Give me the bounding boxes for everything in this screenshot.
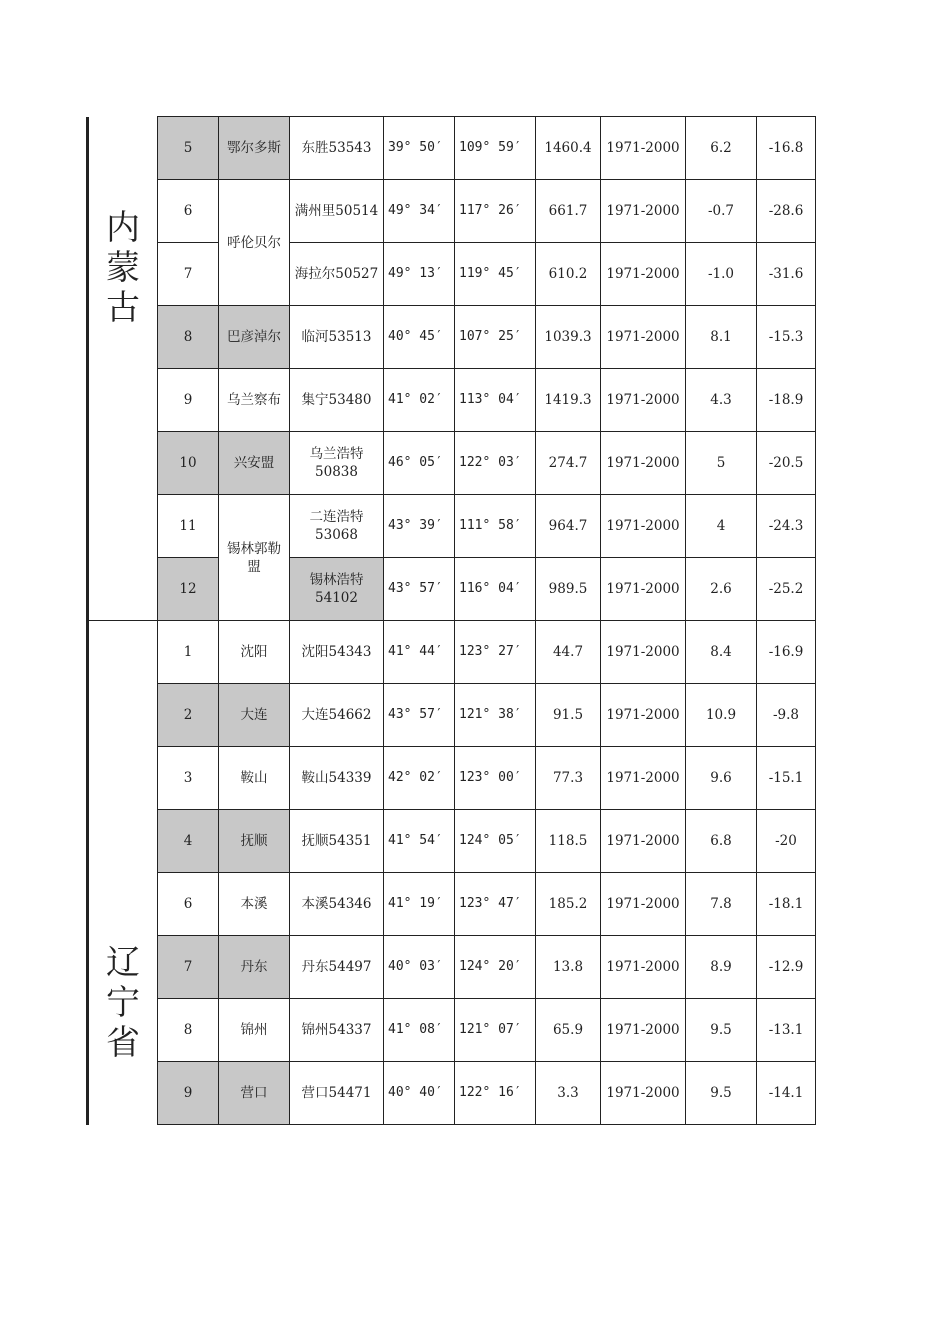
period-cell: 1971-2000	[601, 1062, 686, 1125]
table-row	[88, 369, 816, 432]
station-cell: 海拉尔50527	[290, 243, 384, 306]
province-label	[88, 621, 158, 1125]
city-cell: 锡林郭勒盟	[219, 495, 290, 621]
latitude-cell: 43° 39′	[384, 495, 455, 558]
province-name	[89, 943, 157, 1063]
value-cell: -20.5	[757, 432, 816, 495]
period-cell: 1971-2000	[601, 747, 686, 810]
value-cell: 5	[686, 432, 757, 495]
period-cell: 1971-2000	[601, 432, 686, 495]
value-cell: -31.6	[757, 243, 816, 306]
latitude-cell: 41° 54′	[384, 810, 455, 873]
table-row	[88, 936, 816, 999]
elevation-cell: 989.5	[536, 558, 601, 621]
elevation-cell: 118.5	[536, 810, 601, 873]
row-number: 6	[158, 180, 219, 243]
station-table	[86, 116, 816, 1125]
city-cell: 巴彦淖尔	[219, 306, 290, 369]
province-char: 宁	[106, 982, 140, 1023]
table-row	[88, 1062, 816, 1125]
value-cell: -15.1	[757, 747, 816, 810]
city-cell: 大连	[219, 684, 290, 747]
value-cell: 2.6	[686, 558, 757, 621]
row-number: 12	[158, 558, 219, 621]
value-cell: 6.2	[686, 117, 757, 180]
row-number: 9	[158, 369, 219, 432]
value-cell: -16.8	[757, 117, 816, 180]
table-row	[88, 558, 816, 621]
longitude-cell: 109° 59′	[455, 117, 536, 180]
value-cell: -24.3	[757, 495, 816, 558]
table-row	[88, 495, 816, 558]
longitude-cell: 124° 05′	[455, 810, 536, 873]
province-char: 蒙	[106, 248, 140, 289]
table-row	[88, 873, 816, 936]
province-char: 辽	[106, 942, 140, 983]
longitude-cell: 124° 20′	[455, 936, 536, 999]
period-cell: 1971-2000	[601, 495, 686, 558]
latitude-cell: 41° 19′	[384, 873, 455, 936]
value-cell: 9.6	[686, 747, 757, 810]
city-cell: 抚顺	[219, 810, 290, 873]
row-number: 3	[158, 747, 219, 810]
longitude-cell: 121° 07′	[455, 999, 536, 1062]
period-cell: 1971-2000	[601, 117, 686, 180]
value-cell: -28.6	[757, 180, 816, 243]
row-number: 7	[158, 936, 219, 999]
period-cell: 1971-2000	[601, 306, 686, 369]
station-cell: 鞍山54339	[290, 747, 384, 810]
latitude-cell: 42° 02′	[384, 747, 455, 810]
value-cell: 9.5	[686, 1062, 757, 1125]
latitude-cell: 40° 40′	[384, 1062, 455, 1125]
period-cell: 1971-2000	[601, 558, 686, 621]
longitude-cell: 113° 04′	[455, 369, 536, 432]
city-cell: 鄂尔多斯	[219, 117, 290, 180]
table-row	[88, 306, 816, 369]
city-cell: 乌兰察布	[219, 369, 290, 432]
latitude-cell: 41° 44′	[384, 621, 455, 684]
city-cell: 锦州	[219, 999, 290, 1062]
value-cell: -9.8	[757, 684, 816, 747]
table-row	[88, 180, 816, 243]
table-row	[88, 999, 816, 1062]
elevation-cell: 91.5	[536, 684, 601, 747]
elevation-cell: 44.7	[536, 621, 601, 684]
province-char: 古	[106, 288, 140, 329]
period-cell: 1971-2000	[601, 873, 686, 936]
latitude-cell: 41° 02′	[384, 369, 455, 432]
latitude-cell: 49° 34′	[384, 180, 455, 243]
latitude-cell: 40° 03′	[384, 936, 455, 999]
row-number: 1	[158, 621, 219, 684]
province-char: 省	[106, 1022, 140, 1063]
row-number: 8	[158, 999, 219, 1062]
station-cell: 满州里50514	[290, 180, 384, 243]
station-cell: 大连54662	[290, 684, 384, 747]
table-row	[88, 810, 816, 873]
city-cell: 沈阳	[219, 621, 290, 684]
period-cell: 1971-2000	[601, 936, 686, 999]
latitude-cell: 41° 08′	[384, 999, 455, 1062]
province-label	[88, 117, 158, 621]
value-cell: 9.5	[686, 999, 757, 1062]
city-cell: 鞍山	[219, 747, 290, 810]
row-number: 8	[158, 306, 219, 369]
longitude-cell: 121° 38′	[455, 684, 536, 747]
row-number: 9	[158, 1062, 219, 1125]
period-cell: 1971-2000	[601, 180, 686, 243]
longitude-cell: 117° 26′	[455, 180, 536, 243]
elevation-cell: 964.7	[536, 495, 601, 558]
station-cell: 集宁53480	[290, 369, 384, 432]
longitude-cell: 111° 58′	[455, 495, 536, 558]
elevation-cell: 274.7	[536, 432, 601, 495]
table-row	[88, 117, 816, 180]
period-cell: 1971-2000	[601, 369, 686, 432]
value-cell: 8.9	[686, 936, 757, 999]
longitude-cell: 122° 16′	[455, 1062, 536, 1125]
station-cell: 二连浩特53068	[290, 495, 384, 558]
value-cell: -13.1	[757, 999, 816, 1062]
station-cell: 东胜53543	[290, 117, 384, 180]
elevation-cell: 3.3	[536, 1062, 601, 1125]
city-cell: 营口	[219, 1062, 290, 1125]
value-cell: 10.9	[686, 684, 757, 747]
longitude-cell: 123° 27′	[455, 621, 536, 684]
value-cell: 4	[686, 495, 757, 558]
value-cell: -18.9	[757, 369, 816, 432]
period-cell: 1971-2000	[601, 684, 686, 747]
row-number: 4	[158, 810, 219, 873]
city-cell: 呼伦贝尔	[219, 180, 290, 306]
station-cell: 临河53513	[290, 306, 384, 369]
longitude-cell: 123° 00′	[455, 747, 536, 810]
climate-data-sheet	[86, 116, 816, 1125]
row-number: 2	[158, 684, 219, 747]
longitude-cell: 123° 47′	[455, 873, 536, 936]
table-row	[88, 243, 816, 306]
station-cell: 丹东54497	[290, 936, 384, 999]
elevation-cell: 661.7	[536, 180, 601, 243]
period-cell: 1971-2000	[601, 999, 686, 1062]
elevation-cell: 610.2	[536, 243, 601, 306]
period-cell: 1971-2000	[601, 621, 686, 684]
elevation-cell: 65.9	[536, 999, 601, 1062]
value-cell: 7.8	[686, 873, 757, 936]
elevation-cell: 13.8	[536, 936, 601, 999]
latitude-cell: 46° 05′	[384, 432, 455, 495]
longitude-cell: 116° 04′	[455, 558, 536, 621]
value-cell: -18.1	[757, 873, 816, 936]
table-row	[88, 684, 816, 747]
longitude-cell: 119° 45′	[455, 243, 536, 306]
latitude-cell: 43° 57′	[384, 558, 455, 621]
period-cell: 1971-2000	[601, 243, 686, 306]
row-number: 6	[158, 873, 219, 936]
station-cell: 沈阳54343	[290, 621, 384, 684]
row-number: 11	[158, 495, 219, 558]
longitude-cell: 107° 25′	[455, 306, 536, 369]
station-cell: 锡林浩特54102	[290, 558, 384, 621]
value-cell: 8.4	[686, 621, 757, 684]
elevation-cell: 185.2	[536, 873, 601, 936]
row-number: 5	[158, 117, 219, 180]
station-cell: 乌兰浩特50838	[290, 432, 384, 495]
value-cell: -16.9	[757, 621, 816, 684]
table-row	[88, 621, 816, 684]
elevation-cell: 1460.4	[536, 117, 601, 180]
latitude-cell: 40° 45′	[384, 306, 455, 369]
table-row	[88, 432, 816, 495]
station-cell: 本溪54346	[290, 873, 384, 936]
elevation-cell: 1039.3	[536, 306, 601, 369]
value-cell: 6.8	[686, 810, 757, 873]
value-cell: -12.9	[757, 936, 816, 999]
latitude-cell: 43° 57′	[384, 684, 455, 747]
value-cell: -1.0	[686, 243, 757, 306]
value-cell: 8.1	[686, 306, 757, 369]
province-char: 内	[106, 208, 140, 249]
table-row	[88, 747, 816, 810]
station-cell: 营口54471	[290, 1062, 384, 1125]
province-name	[89, 208, 157, 328]
value-cell: -0.7	[686, 180, 757, 243]
value-cell: -15.3	[757, 306, 816, 369]
longitude-cell: 122° 03′	[455, 432, 536, 495]
city-cell: 本溪	[219, 873, 290, 936]
value-cell: -25.2	[757, 558, 816, 621]
value-cell: -20	[757, 810, 816, 873]
city-cell: 兴安盟	[219, 432, 290, 495]
station-cell: 锦州54337	[290, 999, 384, 1062]
elevation-cell: 77.3	[536, 747, 601, 810]
latitude-cell: 39° 50′	[384, 117, 455, 180]
value-cell: 4.3	[686, 369, 757, 432]
city-cell: 丹东	[219, 936, 290, 999]
latitude-cell: 49° 13′	[384, 243, 455, 306]
row-number: 10	[158, 432, 219, 495]
elevation-cell: 1419.3	[536, 369, 601, 432]
station-cell: 抚顺54351	[290, 810, 384, 873]
period-cell: 1971-2000	[601, 810, 686, 873]
row-number: 7	[158, 243, 219, 306]
value-cell: -14.1	[757, 1062, 816, 1125]
